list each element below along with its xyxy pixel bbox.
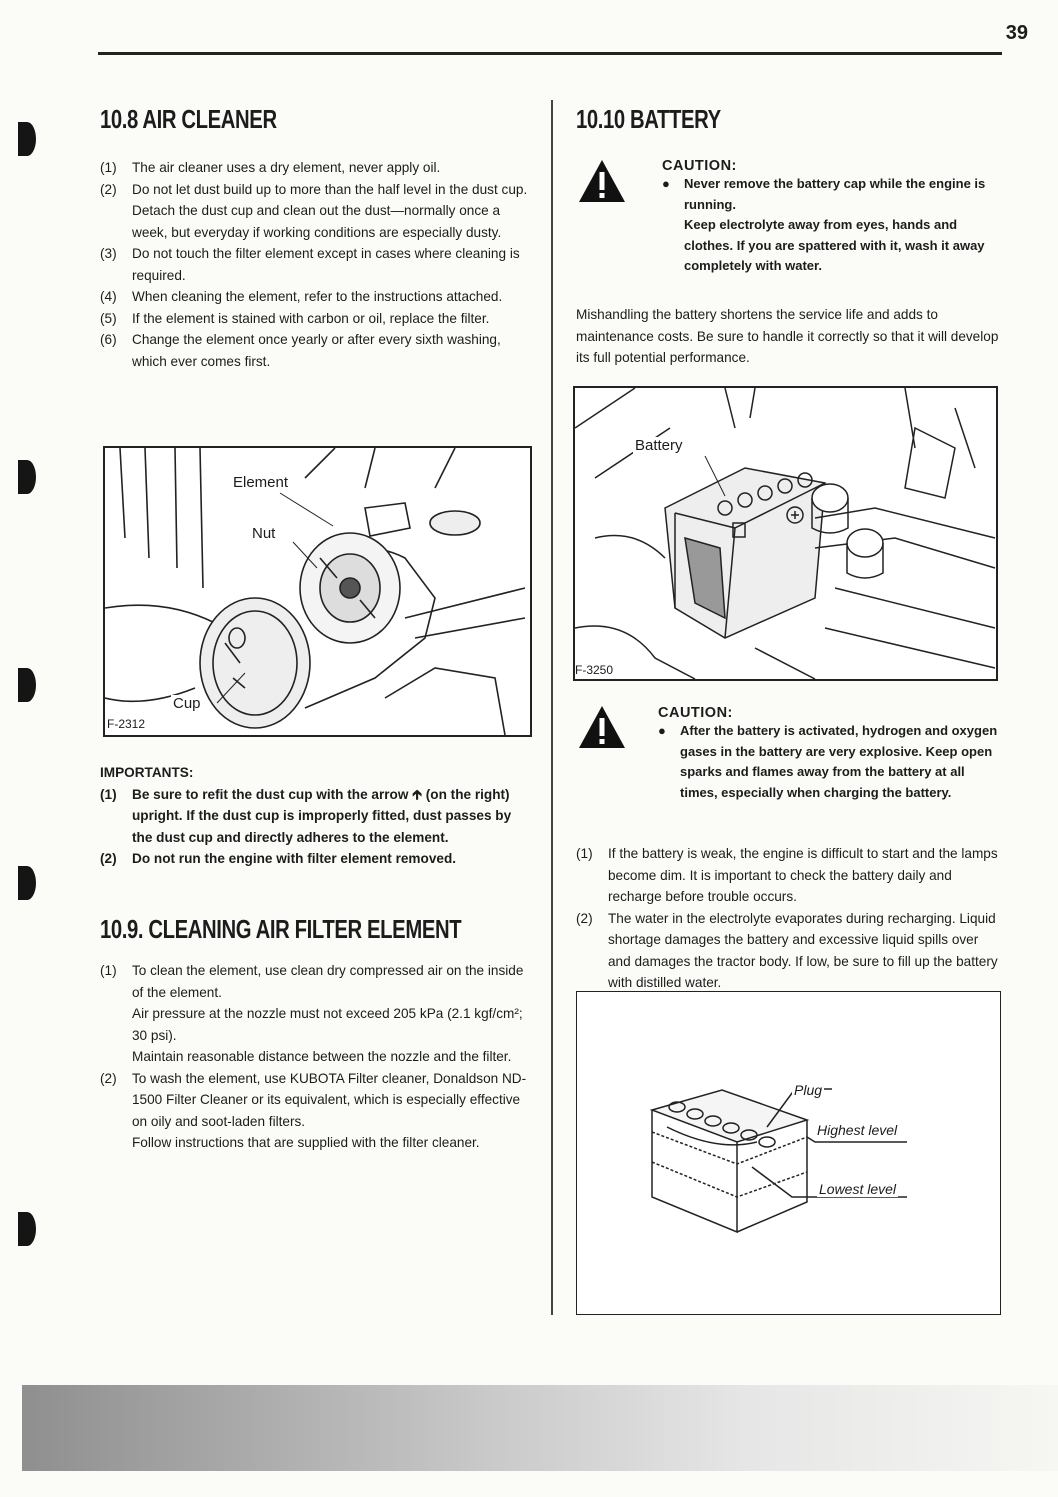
caution-title: CAUTION:: [662, 158, 737, 174]
list-item: (4) When cleaning the element, refer to the instructions attached.: [100, 289, 503, 304]
battery-intro: Mishandling the battery shortens the service life and adds to maintenance costs. Be sure to handle it correctly so that it will develop its full potential performance.: [576, 307, 999, 365]
figure-label-element: Element: [233, 474, 289, 491]
figure-label-plug: Plug: [794, 1082, 823, 1098]
binder-hole-mark: [18, 1212, 36, 1246]
caution-box-1: [662, 158, 1002, 277]
caution-box-2: [658, 705, 1002, 803]
binder-hole-mark: [18, 668, 36, 702]
figure-label-battery: Battery: [635, 437, 683, 454]
caution-text: ● After the battery is activated, hydrogen and oxygen gases in the battery are very explosive. Keep open sparks and flames away from the battery at all times, especially when charging the battery.: [658, 723, 998, 800]
binder-hole-mark: [18, 460, 36, 494]
figure-label-lowest-level: Lowest level: [819, 1181, 897, 1197]
battery-list: [576, 843, 1002, 994]
warning-triangle-icon: [577, 704, 627, 750]
list-item: (2) Do not run the engine with filter element removed.: [100, 851, 457, 866]
figure-label-highest-level: Highest level: [817, 1122, 898, 1138]
battery-level-figure: [576, 991, 1001, 1315]
figure-code: F-3250: [575, 663, 614, 677]
air-cleaner-figure: [103, 446, 532, 737]
list-item: (2) The water in the electrolyte evaporates during recharging. Liquid shortage damages the battery and excessive liquid spills over and damages the tractor body. If low, be sure to fill up the battery with distilled water.: [576, 910, 998, 990]
importants-block: [100, 762, 530, 870]
figure-label-cup: Cup: [173, 695, 201, 712]
scan-shadow-strip: [22, 1385, 1058, 1471]
caution-title: CAUTION:: [658, 705, 733, 721]
binder-hole-mark: [18, 122, 36, 156]
list-item: (6) Change the element once yearly or after every sixth washing, which ever comes first.: [100, 332, 501, 369]
air-cleaner-illustration: [105, 448, 530, 735]
section-heading-battery: 10.10 BATTERY: [576, 104, 721, 134]
list-item: (1) If the battery is weak, the engine is difficult to start and the lamps become dim. It is important to check the battery daily and recharge before trouble occurs.: [576, 846, 998, 904]
importants-title: IMPORTANTS:: [100, 765, 194, 780]
header-rule: [98, 52, 1002, 55]
column-divider: [551, 100, 553, 1315]
warning-triangle-icon: [577, 158, 627, 204]
list-item: (2) To wash the element, use KUBOTA Filter cleaner, Donaldson ND-1500 Filter Cleaner or its equivalent, which is especially effective on oily and soot-laden filters. Follow instructions that are supplied with the filter cleaner.: [100, 1070, 527, 1150]
list-item: (1) The air cleaner uses a dry element, never apply oil.: [100, 160, 441, 175]
caution-text: ● Never remove the battery cap while the engine is running. Keep electrolyte away from eyes, hands and clothes. If you are spattered with it, wash it away completely with water.: [662, 176, 986, 273]
list-item: (5) If the element is stained with carbon or oil, replace the filter.: [100, 310, 490, 326]
section-heading-cleaning: 10.9. CLEANING AIR FILTER ELEMENT: [100, 914, 462, 944]
list-item: (3) Do not touch the filter element except in cases where cleaning is required.: [100, 246, 520, 283]
arrow-up-icon: 🡱: [412, 786, 422, 802]
figure-label-nut: Nut: [252, 525, 276, 542]
air-cleaner-list: [100, 157, 530, 372]
list-item: (2) Do not let dust build up to more than the half level in the dust cup. Detach the dust cup and clean out the dust—normally once a week, but everyday if working conditions are especially dusty.: [100, 181, 528, 240]
binder-hole-mark: [18, 866, 36, 900]
section-heading-air-cleaner: 10.8 AIR CLEANER: [100, 104, 277, 134]
list-item: (1) Be sure to refit the dust cup with the arrow 🡱 (on the right) upright. If the dust cup is improperly fitted, dust passes by the dust cup and directly adheres to the element.: [100, 786, 512, 845]
battery-level-illustration: [577, 992, 1000, 1314]
cleaning-list: [100, 960, 530, 1154]
figure-code: F-2312: [107, 717, 146, 731]
list-item: (1) To clean the element, use clean dry compressed air on the inside of the element. Air pressure at the nozzle must not exceed 205 kPa (2.1 kgf/cm²; 30 psi). Maintain reasonable distance between the nozzle and the filter.: [100, 963, 524, 1064]
battery-figure: [573, 386, 998, 681]
page-number: 39: [1005, 22, 1028, 44]
battery-illustration: [575, 388, 996, 679]
